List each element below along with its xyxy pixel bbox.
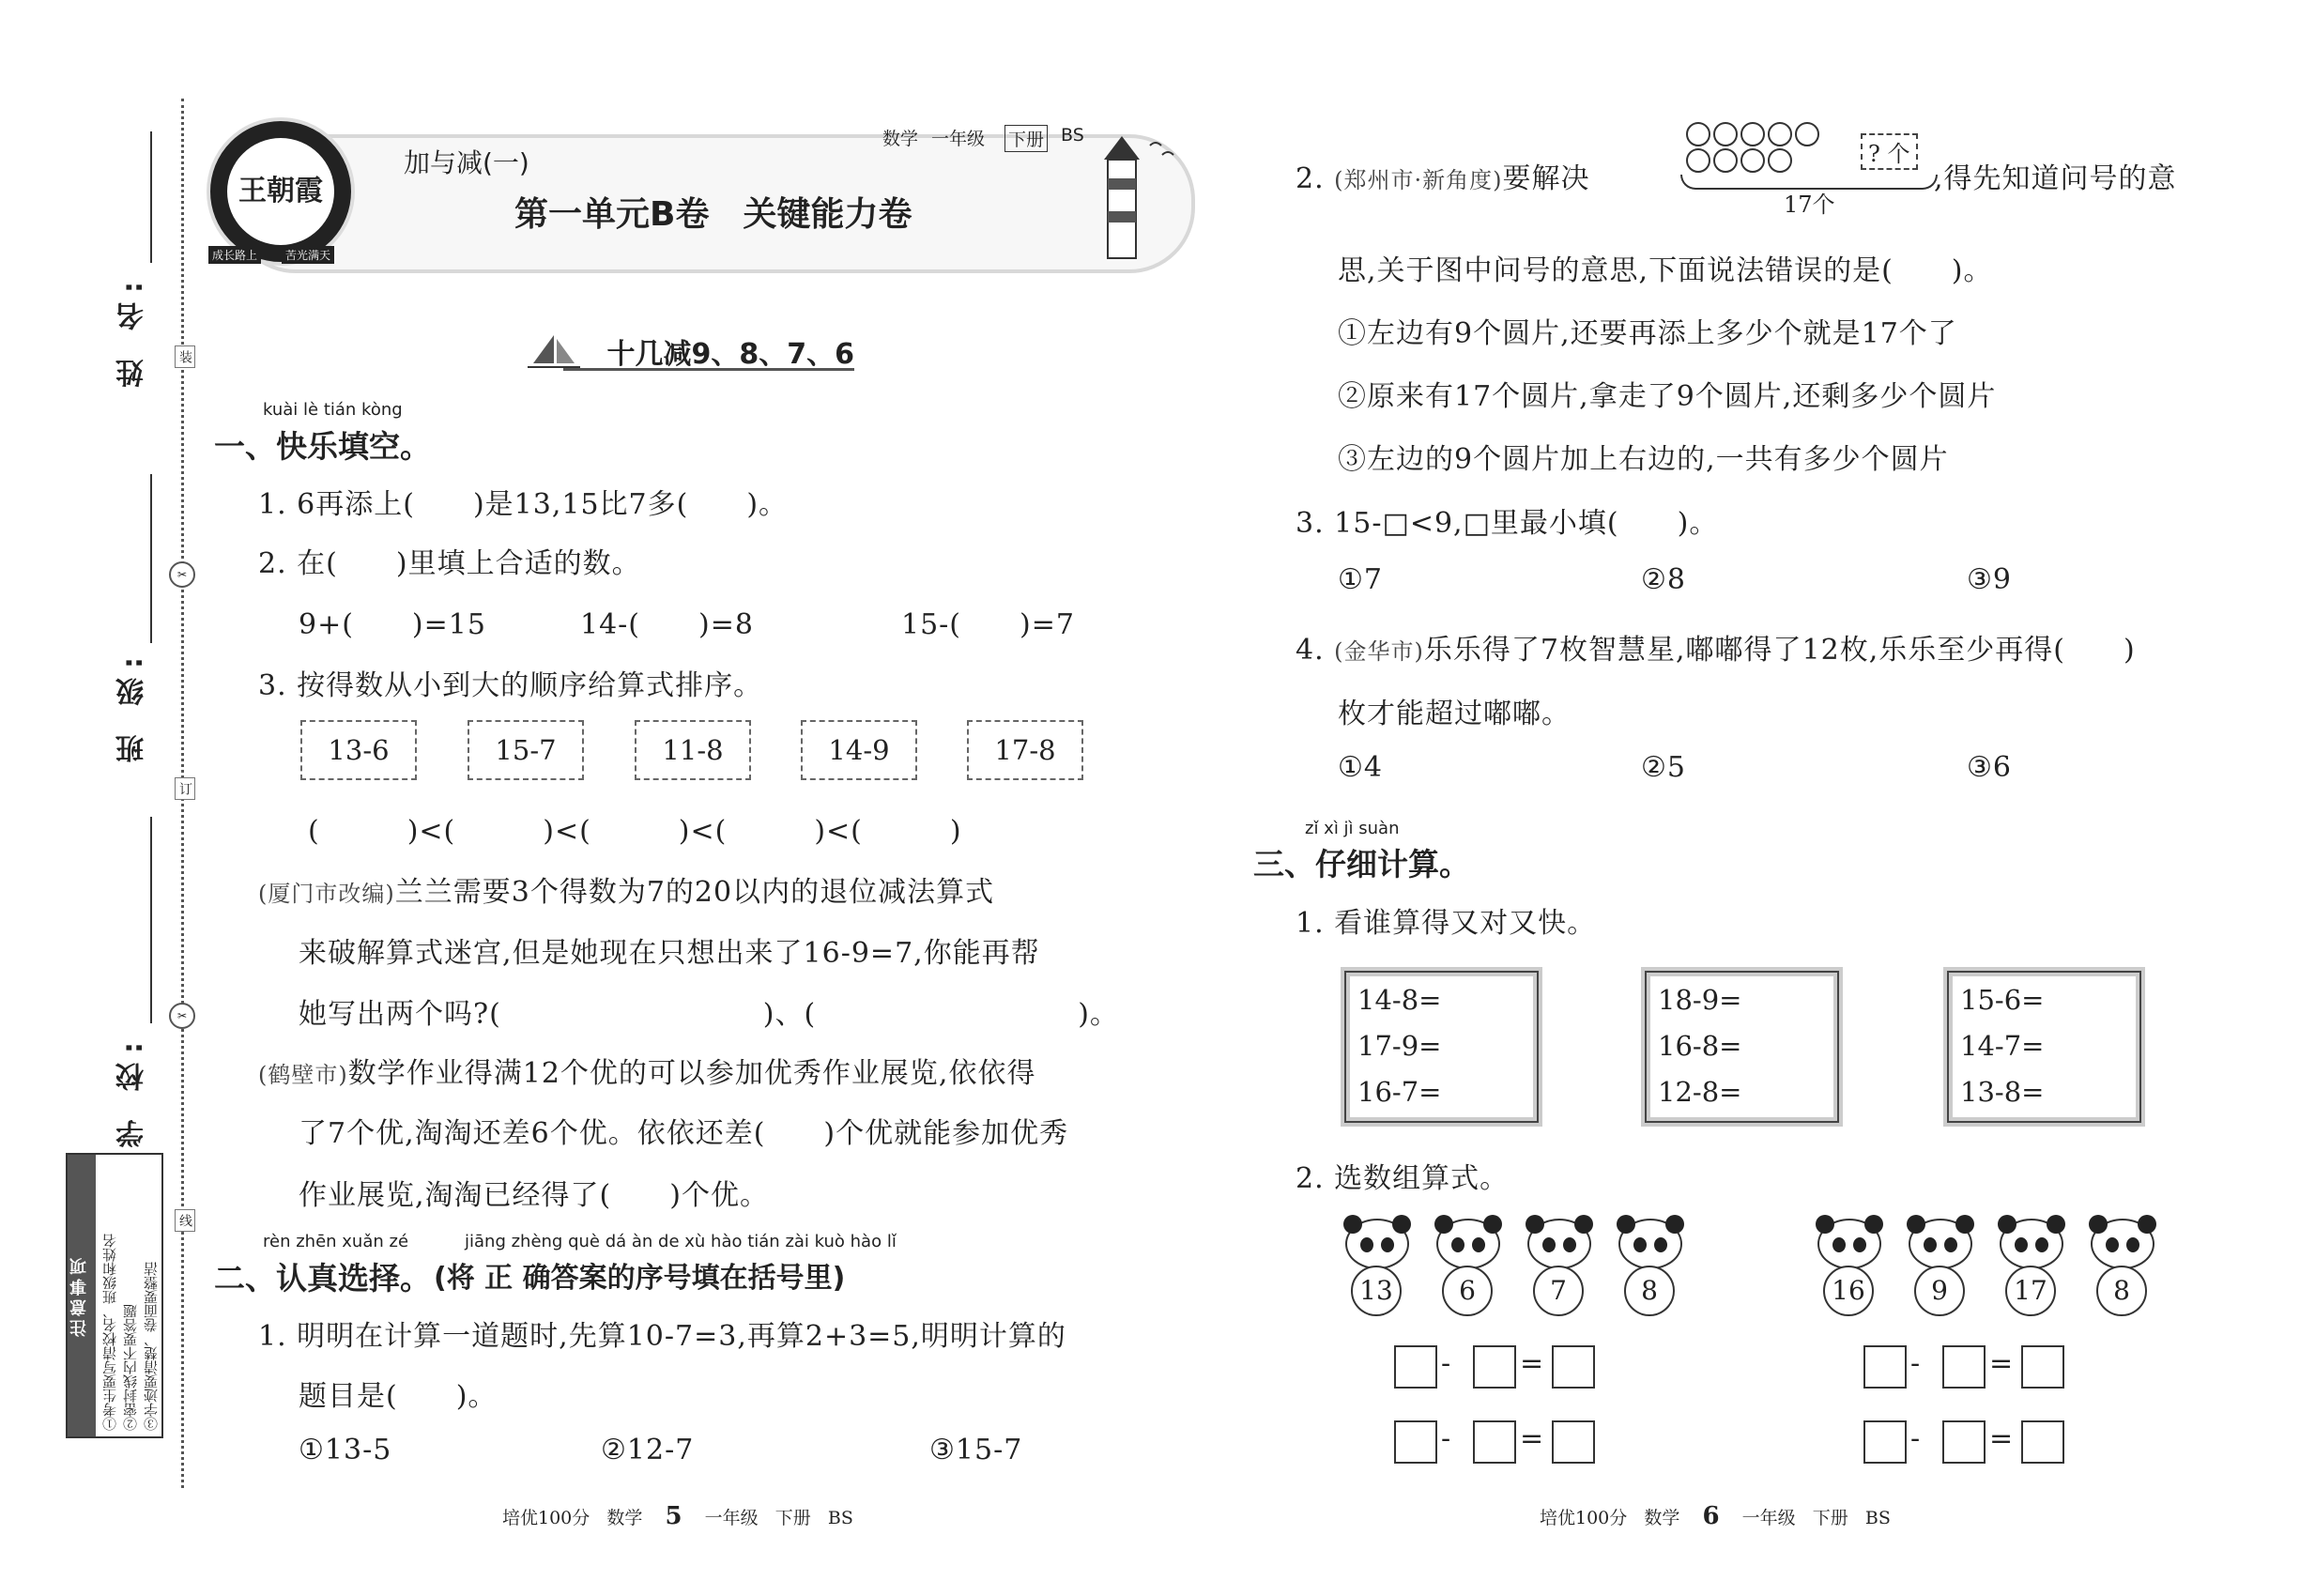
brand-tag: 成长路上 [208,246,261,264]
answer-row [1863,1345,2108,1392]
footer-edition: BS [1864,1508,1891,1528]
answer-box[interactable] [1552,1345,1595,1389]
answer-box[interactable] [1942,1420,1986,1464]
number-ball[interactable]: 7 [1533,1266,1584,1316]
s2-q4-source: (金华市) [1334,638,1424,665]
expression-box: 14-9 [801,720,917,780]
calc-item: 18-9= [1658,984,1742,1016]
page-number: 6 [1702,1502,1720,1530]
school-label: 学 校: [116,1033,149,1148]
calc-item: 16-8= [1658,1030,1742,1062]
number-ball[interactable]: 17 [2005,1266,2056,1316]
answer-row [1394,1420,1638,1467]
name-field[interactable] [150,131,152,263]
equals-sign: = [1989,1422,2014,1455]
scissors-icon: ✂ [169,1003,195,1029]
calc-frame [1641,967,1843,1127]
s1-q5-line3: 作业展览,淘淘已经得了( )个优。 [299,1179,769,1212]
footer-edition: BS [827,1508,853,1528]
footer-grade: 一年级 [704,1508,759,1528]
minus-sign: - [1910,1422,1921,1455]
panda-card [2083,1219,2158,1322]
panda-card [1429,1219,1504,1322]
answer-box[interactable] [1473,1420,1516,1464]
s2-q4-line2: 枚才能超过嘟嘟。 [1338,698,1571,730]
calc-frame [1341,967,1542,1127]
unit-title: 第一单元B卷 关键能力卷 [514,195,912,234]
class-label: 班 级: [116,648,149,763]
lighthouse-icon [1080,122,1183,263]
s2-q3-option: ③9 [1967,563,2012,596]
lesson-title: 十几减9、8、7、6 [563,330,854,371]
s2-q1-option: ③15-7 [929,1434,1023,1466]
footer-book: 培优100分 [1540,1508,1628,1528]
notice-item: ③字迹要清楚、卷面要整洁 [143,1262,160,1431]
s2-q1-line2: 题目是( )。 [299,1380,498,1413]
s1-q5-source: (鹤壁市) [258,1062,348,1088]
brand-logo [207,117,355,266]
notice-title: 注意事项 [68,1155,96,1436]
section2-title: 二、认真选择。 [214,1260,431,1297]
s1-q2-item: 14-( )=8 [580,608,754,641]
expression-box: 17-8 [967,720,1083,780]
brand-tag: 苦光满天 [282,246,334,264]
calc-item: 14-8= [1357,984,1442,1016]
s2-q1-option: ②12-7 [601,1434,695,1466]
number-ball[interactable]: 13 [1351,1266,1402,1316]
s2-q3: 3. 15-□<9,□里最小填( )。 [1296,507,1719,540]
number-ball[interactable]: 8 [2096,1266,2147,1316]
s1-q3: 3. 按得数从小到大的顺序给算式排序。 [258,669,763,702]
s1-q4-source: (厦门市改编) [258,881,395,907]
panda-card [1901,1219,1976,1322]
expression-box: 13-6 [300,720,417,780]
footer-book: 培优100分 [502,1508,590,1528]
footer-right [1540,1502,1891,1530]
meta-subject: 数学 [882,129,919,149]
minus-sign: - [1441,1422,1451,1455]
footer-term: 下册 [1812,1508,1848,1528]
s2-q2-option: ③左边的9个圆片加上右边的,一共有多少个圆片 [1338,443,1949,476]
calc-item: 14-7= [1960,1030,2045,1062]
unit-subtitle: 加与减(一) [404,147,529,178]
number-ball[interactable]: 8 [1624,1266,1675,1316]
answer-box[interactable] [1394,1345,1437,1389]
panda-card [1810,1219,1885,1322]
section3-pinyin: zǐ xì jì suàn [1305,819,1400,838]
panda-card [1992,1219,2067,1322]
class-field[interactable] [150,474,152,643]
equals-sign: = [1520,1347,1544,1380]
section3-title: 三、仔细计算。 [1253,846,1470,882]
answer-box[interactable] [1863,1420,1907,1464]
notice-item: ①考生要写清校名、班级和姓名 [101,1234,118,1431]
cut-mark-ding: 订 [175,777,195,800]
cut-mark-zhuang: 装 [175,345,195,368]
s1-q4-line2: 来破解算式迷宫,但是她现在只想出来了16-9=7,你能再帮 [299,937,1040,970]
footer-grade: 一年级 [1741,1508,1796,1528]
question-box: ? 个 [1861,133,1918,170]
s2-q3-option: ①7 [1338,563,1383,596]
s1-q2-item: 15-( )=7 [901,608,1075,641]
section2-note: (将 正 确答案的序号填在括号里) [434,1262,846,1295]
s2-q1-line1: 1. 明明在计算一道题时,先算10-7=3,再算2+3=5,明明计算的 [258,1320,1066,1353]
s1-q4-line3: 她写出两个吗?( )、( )。 [299,998,1119,1031]
s2-q2-source: (郑州市·新角度) [1334,167,1503,193]
s2-q4-option: ②5 [1641,751,1686,784]
name-label: 姓 名: [116,272,149,388]
s1-q2: 2. 在( )里填上合适的数。 [258,547,641,580]
brand-name: 王朝霞 [227,138,334,245]
circle-diagram [1680,120,1934,218]
meta-term: 下册 [1004,125,1048,152]
answer-box[interactable] [1473,1345,1516,1389]
meta-edition: BS [1061,125,1084,146]
number-ball[interactable]: 6 [1442,1266,1493,1316]
calc-item: 15-6= [1960,984,2045,1016]
section1-pinyin: kuài lè tián kòng [263,400,403,420]
s2-q2-line1a: 要解决 [1502,162,1590,195]
calc-item: 13-8= [1960,1076,2045,1108]
minus-sign: - [1910,1347,1921,1380]
answer-box[interactable] [1552,1420,1595,1464]
s2-q4-line1: 乐乐得了7枚智慧星,嘟嘟得了12枚,乐乐至少再得( ) [1423,634,2136,667]
page-number: 5 [665,1502,682,1530]
answer-row [1863,1420,2108,1467]
section1-title: 一、快乐填空。 [214,428,431,465]
answer-row [1394,1345,1638,1392]
calc-item: 12-8= [1658,1076,1742,1108]
footer-term: 下册 [774,1508,811,1528]
minus-sign: - [1441,1347,1451,1380]
number-ball[interactable]: 16 [1823,1266,1874,1316]
s2-q2-option: ②原来有17个圆片,拿走了9个圆片,还剩多少个圆片 [1338,380,1997,413]
s1-q1: 1. 6再添上( )是13,15比7多( )。 [258,488,789,521]
s3-q1: 1. 看谁算得又对又快。 [1296,907,1597,940]
s1-q4-line1: 兰兰需要3个得数为7的20以内的退位减法算式 [394,876,995,909]
calc-frame [1943,967,2145,1127]
scissors-icon: ✂ [169,561,195,588]
panda-card [1611,1219,1686,1322]
equals-sign: = [1520,1422,1544,1455]
expression-box: 11-8 [635,720,751,780]
notice-box [66,1153,163,1438]
s2-q1-option: ①13-5 [299,1434,392,1466]
calc-item: 17-9= [1357,1030,1442,1062]
s2-q2-line1b: ,得先知道问号的意 [1934,162,2177,195]
section2-pinyin: rèn zhēn xuǎn zé [263,1232,409,1251]
section2-note-pinyin: jiāng zhèng què dá àn de xù hào tián zài kuò hào lǐ [465,1232,897,1251]
expression-box: 15-7 [468,720,584,780]
equals-sign: = [1989,1347,2014,1380]
answer-box[interactable] [2021,1345,2064,1389]
cut-mark-xian: 线 [175,1209,195,1232]
diagram-total: 17个 [1784,192,1835,218]
s2-q4-option: ①4 [1338,751,1383,784]
calc-item: 16-7= [1357,1076,1442,1108]
s2-q2-option: ①左边有9个圆片,还要再添上多少个就是17个了 [1338,317,1957,350]
number-ball[interactable]: 9 [1914,1266,1965,1316]
notice-item: ②密封线内不要答题 [122,1304,139,1431]
panda-card [1520,1219,1595,1322]
panda-card [1338,1219,1413,1322]
s3-q2: 2. 选数组算式。 [1296,1162,1510,1195]
footer-subject: 数学 [606,1508,643,1528]
answer-box[interactable] [1394,1420,1437,1464]
s1-q3-order: ( )<( )<( )<( )<( ) [308,815,962,848]
answer-box[interactable] [2021,1420,2064,1464]
s2-q2-line2: 思,关于图中问号的意思,下面说法错误的是( )。 [1338,254,1993,287]
s1-q5-line2: 了7个优,淘淘还差6个优。依依还差( )个优就能参加优秀 [299,1117,1069,1150]
school-field[interactable] [150,817,152,1023]
footer-subject: 数学 [1644,1508,1680,1528]
meta-grade: 一年级 [931,129,986,149]
s2-q4-option: ③6 [1967,751,2012,784]
answer-box[interactable] [1942,1345,1986,1389]
s1-q5-line1: 数学作业得满12个优的可以参加优秀作业展览,依依得 [347,1057,1036,1090]
footer-left [502,1502,853,1530]
s1-q2-item: 9+( )=15 [299,608,486,641]
answer-box[interactable] [1863,1345,1907,1389]
s2-q3-option: ②8 [1641,563,1686,596]
